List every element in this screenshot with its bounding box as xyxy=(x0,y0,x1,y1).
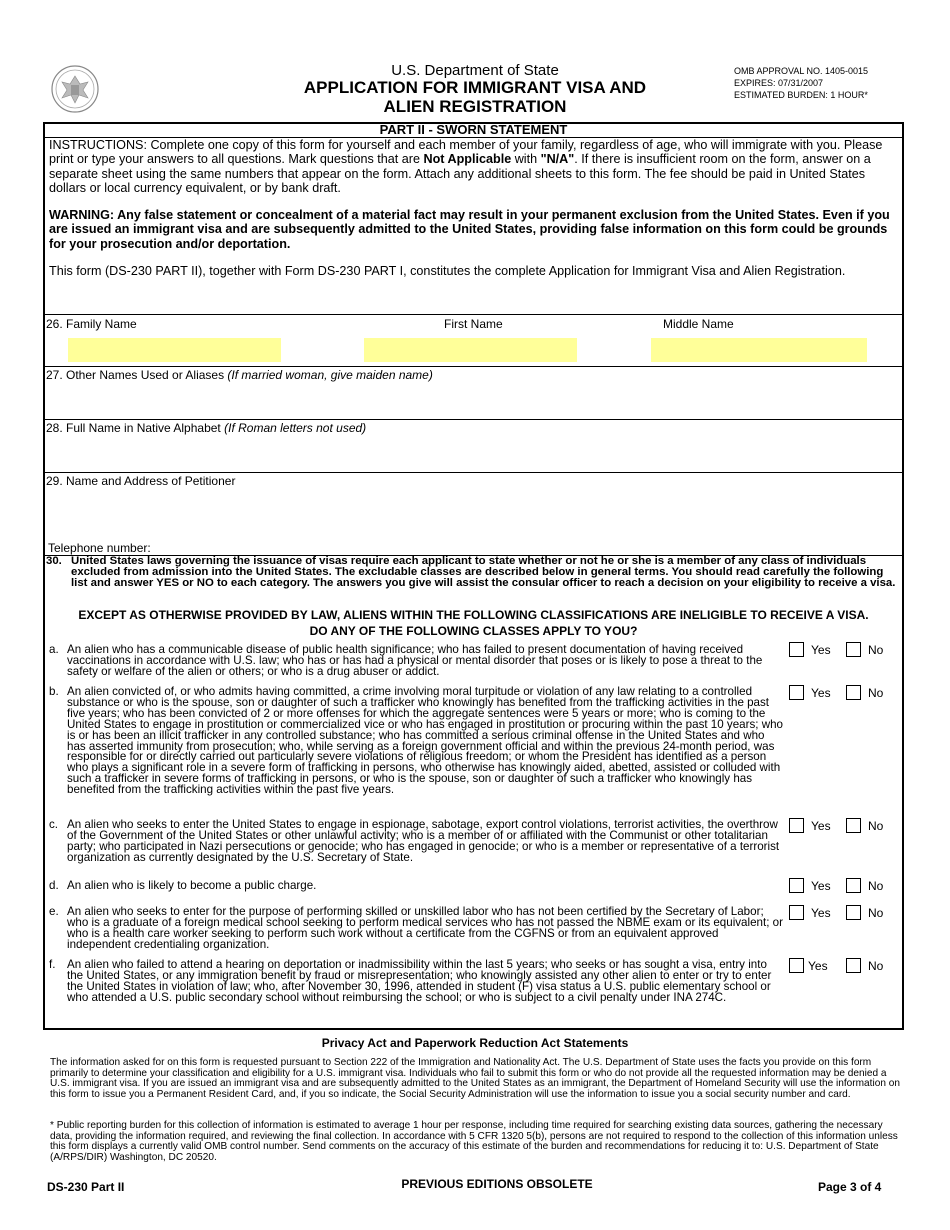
burden-statement: * Public reporting burden for this collection of information is estimated to average 1 hour per response, including time required for searching existing data sources, gathering the necessary data, providing the information required, and reviewing the final collection. In accordance with 5 CFR 1320 5(b), persons are not required to respond to the collection of this information unless this form displays a currently valid OMB control number. Send comments on the accuracy of this estimate of the burden and recommendations for reducing it to: U.S. Department of State (A/RPS/DIR) Washington, DC 20520. xyxy=(50,1120,898,1163)
no-label: No xyxy=(868,879,884,893)
yes-label: Yes xyxy=(811,906,831,920)
yes-label: Yes xyxy=(811,819,831,833)
q30-number: 30. xyxy=(46,555,62,567)
other-names-input[interactable] xyxy=(46,384,896,416)
except-line1: EXCEPT AS OTHERWISE PROVIDED BY LAW, ALIENS WITHIN THE FOLLOWING CLASSIFICATIONS ARE INELIGIBLE TO RECEIVE A VISA. xyxy=(78,608,869,622)
divider-28 xyxy=(43,419,904,420)
yes-label: Yes xyxy=(811,879,831,893)
q27-label xyxy=(46,368,433,382)
item-text: An alien who seeks to enter for the purpose of performing skilled or unskilled labor who has not been certified by the Secretary of Labor; who is a graduate of a foreign medical school seeking to perform medical services who has not passed the NBME exam or its equivalent; or who is a health care worker seeking to perform such work without a certificate from the CGFNS or from an equivalent approved independent credentialing organization. xyxy=(67,905,783,951)
item-text: An alien who is likely to become a public charge. xyxy=(67,879,317,892)
divider-27 xyxy=(43,366,904,367)
first-name-input[interactable] xyxy=(364,338,577,362)
divider-26 xyxy=(43,314,904,315)
item-text: An alien convicted of, or who admits having committed, a crime involving moral turpitude or violation of any law relating to a controlled substance or who is the spouse, son or daughter of such a trafficker who knowingly has benefited from the trafficking activities in the past five years; who has been convicted of 2 or more offenses for which the aggregate sentences were 5 years or more; who is coming to the United States to engage in prostitution or commercialized vice or who has engaged in prostitution or procuring within the past 10 years; who is or has been an illicit trafficker in any controlled substance; who has committed a serious criminal offense in the United States and who has asserted immunity from prosecution; who, while serving as a foreign government official and within the previous 24-month period, was responsible for or directly carried out particularly severe violations of religious freedom; or whom the President has identified as a person who plays a significant role in a severe form of trafficking in persons, who otherwise has knowingly aided, abetted, assisted or colluded with such a trafficker in severe forms of trafficking in persons, or who is the spouse, son or daughter of such a trafficker who knowingly has benefited from the trafficking activities within the past five years. xyxy=(67,685,783,797)
ineligibility-item-d xyxy=(49,881,784,892)
item-d-yes-checkbox[interactable] xyxy=(789,878,804,893)
item-letter: a. xyxy=(49,643,59,656)
item-letter: e. xyxy=(49,905,59,918)
q30-intro xyxy=(46,556,898,589)
part-title: PART II - SWORN STATEMENT xyxy=(43,122,904,138)
except-notice xyxy=(43,607,904,639)
no-label: No xyxy=(868,643,884,657)
form-title-line1: APPLICATION FOR IMMIGRANT VISA AND xyxy=(303,78,647,97)
item-b-yes-checkbox[interactable] xyxy=(789,685,804,700)
item-letter: d. xyxy=(49,879,59,892)
item-letter: c. xyxy=(49,818,59,831)
item-text: An alien who has a communicable disease of public health significance; who has failed to present documentation of having received vaccinations in accordance with U.S. law; who has or has had a physical or mental disorder that poses or is likely to pose a threat to the safety or welfare of the alien or others; or who is a drug abuser or addict. xyxy=(67,643,763,678)
no-label: No xyxy=(868,906,884,920)
instructions-bold2: "N/A" xyxy=(540,152,575,167)
item-f-yes-checkbox[interactable] xyxy=(789,958,804,973)
ineligibility-item-c xyxy=(49,820,784,864)
item-f-no-checkbox[interactable] xyxy=(846,958,861,973)
q30-text: United States laws governing the issuance of visas require each applicant to state whether or not he or she is a member of any class of individuals excluded from admission into the United States. The excludable classes are described below in general terms. You should read carefully the following list and answer YES or NO to each category. The answers you give will assist the consular officer to reach a decision on your eligibility to receive a visa. xyxy=(71,555,896,589)
instructions-bold1: Not Applicable xyxy=(423,152,512,167)
yes-label: Yes xyxy=(811,686,831,700)
form-title xyxy=(250,78,700,116)
q26-family-name-label: 26. Family Name xyxy=(46,317,137,331)
form-note: This form (DS-230 PART II), together with Form DS-230 PART I, constitutes the complete Application for Immigrant Visa and Alien Registration. xyxy=(49,264,846,278)
item-text: An alien who seeks to enter the United States to engage in espionage, sabotage, export control violations, terrorist activities, the overthrow of the Government of the United States or other unlawful activity; who is a member of or affiliated with the Communist or other totalitarian party; who participated in Nazi persecutions or genocide; who has engaged in genocide; or who is a member or representative of a terrorist organization as currently designated by the U.S. Secretary of State. xyxy=(67,818,780,864)
instructions-text3: . If there is insufficient room on the form, answer on a separate sheet using the same numbers that appear on the form. Attach any additional sheets to this form. The fee should be paid in United States dollars or local currency equivalent, or by bank draft. xyxy=(49,152,871,196)
department-name: U.S. Department of State xyxy=(391,62,559,79)
first-name-label: First Name xyxy=(444,317,503,331)
item-text: An alien who failed to attend a hearing on deportation or inadmissibility within the last 5 years; who seeks or has sought a visa, entry into the United States, or any immigration benefit by fraud or misrepresentation; who knowingly assisted any other alien to enter or try to enter the United States in violation of law; who, after November 30, 1996, attended in student (F) visa status a U.S. public elementary school or who attended a U.S. public secondary school without reimbursing the school; or who is subject to a civil penalty under INA 274C. xyxy=(67,958,772,1004)
family-name-input[interactable] xyxy=(68,338,281,362)
item-d-no-checkbox[interactable] xyxy=(846,878,861,893)
form-id: DS-230 Part II xyxy=(47,1180,125,1194)
q28-label xyxy=(46,421,366,435)
privacy-title: Privacy Act and Paperwork Reduction Act Statements xyxy=(321,1036,629,1050)
omb-info xyxy=(734,65,868,101)
omb-approval: OMB APPROVAL NO. 1405-0015 xyxy=(734,66,869,76)
petitioner-input[interactable] xyxy=(46,490,896,540)
except-line2: DO ANY OF THE FOLLOWING CLASSES APPLY TO YOU? xyxy=(309,624,638,638)
instructions xyxy=(49,138,897,196)
warning-text: WARNING: Any false statement or concealment of a material fact may result in your permanent exclusion from the United States. Even if you are issued an immigrant visa and are subsequently admitted to the United States, providing false information on this form could be grounds for your prosecution and/or deportation. xyxy=(49,208,890,251)
instructions-text2: with xyxy=(511,152,541,167)
q28-label-text: 28. Full Name in Native Alphabet xyxy=(46,421,225,435)
page-number: Page 3 of 4 xyxy=(818,1180,882,1194)
no-label: No xyxy=(868,686,884,700)
item-e-no-checkbox[interactable] xyxy=(846,905,861,920)
item-e-yes-checkbox[interactable] xyxy=(789,905,804,920)
item-letter: b. xyxy=(49,685,59,698)
item-a-yes-checkbox[interactable] xyxy=(789,642,804,657)
omb-expires: EXPIRES: 07/31/2007 xyxy=(734,78,824,88)
item-c-no-checkbox[interactable] xyxy=(846,818,861,833)
telephone-label: Telephone number: xyxy=(48,541,151,555)
privacy-statement: The information asked for on this form is requested pursuant to Section 222 of the Immigration and Nationality Act. The U.S. Department of State uses the facts you provide on this form primarily to determine your classification and eligibility for a U.S. immigrant visa. Individuals who fail to submit this form or who do not provide all the requested information may be denied a U.S. immigrant visa. If you are issued an immigrant visa and are subsequently admitted to the United States as an immigrant, the Department of Homeland Security will use the information on this form to issue you a Permanent Resident Card, and, if you so indicate, the Social Security Administration will use the information to issue you a social security number and card. xyxy=(50,1057,900,1100)
q27-hint: (If married woman, give maiden name) xyxy=(227,368,433,382)
omb-burden: ESTIMATED BURDEN: 1 HOUR* xyxy=(734,90,868,100)
divider-29 xyxy=(43,472,904,473)
no-label: No xyxy=(868,819,884,833)
ineligibility-item-b xyxy=(49,687,784,796)
ineligibility-item-f xyxy=(49,960,784,1004)
q27-label-text: 27. Other Names Used or Aliases xyxy=(46,368,228,382)
middle-name-input[interactable] xyxy=(651,338,867,362)
obsolete-notice: PREVIOUS EDITIONS OBSOLETE xyxy=(401,1177,593,1191)
q29-label: 29. Name and Address of Petitioner xyxy=(46,474,236,488)
no-label: No xyxy=(868,959,884,973)
yes-label: Yes xyxy=(811,643,831,657)
yes-label: Yes xyxy=(808,959,828,973)
item-c-yes-checkbox[interactable] xyxy=(789,818,804,833)
ineligibility-item-a xyxy=(49,645,784,678)
form-title-line2: ALIEN REGISTRATION xyxy=(383,97,567,116)
middle-name-label: Middle Name xyxy=(663,317,734,331)
instructions-text1: INSTRUCTIONS: Complete one copy of this form for yourself and each member of your family, regardless of age, who will immigrate with you. Please print or type your answers to all questions. Mark questions that are xyxy=(49,138,883,167)
ineligibility-item-e xyxy=(49,907,784,951)
item-b-no-checkbox[interactable] xyxy=(846,685,861,700)
native-name-input[interactable] xyxy=(46,437,896,469)
item-letter: f. xyxy=(49,958,56,971)
q28-hint: (If Roman letters not used) xyxy=(224,421,367,435)
item-a-no-checkbox[interactable] xyxy=(846,642,861,657)
